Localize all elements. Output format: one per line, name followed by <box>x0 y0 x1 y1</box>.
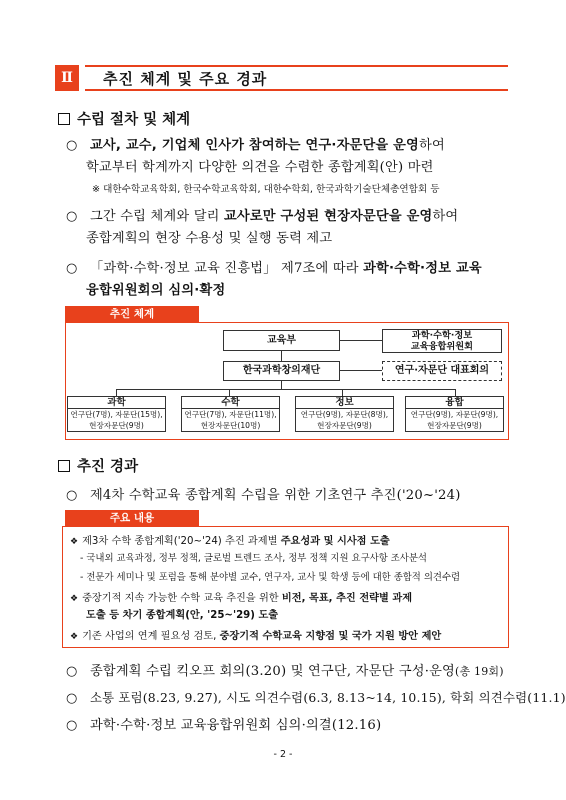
section-rule-bottom <box>85 89 508 91</box>
org-group-convergence: 융합 연구단(9명), 자문단(9명), 현장자문단(9명) <box>405 396 504 432</box>
key-content-line-2b: 도출 등 차기 종합계획(안, '25~'29) 도출 <box>86 610 279 621</box>
connector-ministry-committee <box>340 340 382 341</box>
org-council: 연구·자문단 대표회의 <box>382 361 502 381</box>
connector-group-2 <box>229 389 230 396</box>
org-group-science: 과학 연구단(7명), 자문단(15명), 현장자문단(9명) <box>67 396 166 432</box>
key-content-line-3: ❖ 기존 사업의 연계 필요성 검토, 중장기적 수학교육 지향점 및 국가 지원 방안 제안 <box>70 631 442 642</box>
section-number: Ⅱ <box>55 65 79 91</box>
circle-bullet-icon: ○ <box>66 718 78 733</box>
key-content-sub-1: - 국내외 교육과정, 정부 정책, 글로벌 트렌드 조사, 정부 정책 지원 요구사항 조사분석 <box>80 553 427 564</box>
bullet-2-line-1: ○ 그간 수립 체계와 달리 교사로만 구성된 현장자문단을 운영하여 <box>66 209 459 224</box>
key-content-sub-2: - 전문가 세미나 및 포럼을 통해 분야별 교수, 연구자, 교사 및 학생 등에 대한 종합적 의견수렴 <box>80 572 461 583</box>
section-title: 추진 체계 및 주요 경과 <box>103 70 268 88</box>
org-chart-tab: 추진 체계 <box>65 306 199 323</box>
org-committee: 과학·수학·정보 교육융합위원회 <box>382 329 502 353</box>
connector-foundation-groups <box>281 380 282 389</box>
circle-bullet-icon: ○ <box>66 488 78 503</box>
diamond-bullet-icon: ❖ <box>70 594 79 604</box>
bullet-2-line-2: 종합계획의 현장 수용성 및 실행 동력 제고 <box>86 231 333 246</box>
bullet-3-bold-1: 과학·수학·정보 교육 <box>363 261 482 276</box>
org-foundation: 한국과학창의재단 <box>223 361 340 381</box>
key-content-line-1: ❖ 제3차 수학 종합계획('20~'24) 추진 과제별 주요성과 및 시사점 도출 <box>70 536 390 547</box>
progress-item-4: ○ 과학·수학·정보 교육융합위원회 심의·의결(12.16) <box>66 718 382 733</box>
connector-foundation-council <box>340 370 382 371</box>
subsection-heading-progress: 추진 경과 <box>58 455 138 476</box>
diamond-bullet-icon: ❖ <box>70 632 79 642</box>
bullet-2-bold: 교사로만 구성된 현장자문단을 운영 <box>223 209 433 224</box>
progress-item-2: ○ 종합계획 수립 킥오프 회의(3.20) 및 연구단, 자문단 구성·운영(총 19회) <box>66 664 504 679</box>
key-content-line-2: ❖ 중장기적 지속 가능한 수학 교육 추진을 위한 비전, 목표, 추진 전략별 과제 <box>70 593 413 604</box>
connector-group-3 <box>342 389 343 396</box>
square-icon <box>58 113 70 125</box>
bullet-1-note: ※ 대한수학교육학회, 한국수학교육학회, 대한수학회, 한국과학기술단체총연합회 등 <box>92 184 440 195</box>
progress-item-3: ○ 소통 포럼(8.23, 9.27), 시도 의견수렴(6.3, 8.13~14, 10.15), 학회 의견수렴(11.1) <box>66 690 566 706</box>
circle-bullet-icon: ○ <box>66 261 78 276</box>
key-content-tab: 주요 내용 <box>65 510 199 527</box>
progress-item-1: ○ 제4차 수학교육 종합계획 수립을 위한 기초연구 추진('20~'24) <box>66 488 461 503</box>
bullet-1-line-1: ○ 교사, 교수, 기업체 인사가 참여하는 연구·자문단을 운영하여 <box>66 138 445 153</box>
bullet-3-line-2: 융합위원회의 심의·확정 <box>86 283 226 298</box>
org-group-informatics: 정보 연구단(9명), 자문단(8명), 현장자문단(9명) <box>295 396 394 432</box>
circle-bullet-icon: ○ <box>66 691 78 706</box>
subsection-heading-procedure: 수립 절차 및 체계 <box>58 108 190 129</box>
circle-bullet-icon: ○ <box>66 209 78 224</box>
bullet-1-line-2: 학교부터 학계까지 다양한 의견을 수렴한 종합계획(안) 마련 <box>86 160 434 175</box>
bullet-1-bold: 교사, 교수, 기업체 인사가 참여하는 연구·자문단을 운영 <box>89 138 419 153</box>
connector-group-1 <box>116 389 117 396</box>
circle-bullet-icon: ○ <box>66 664 78 679</box>
org-group-math: 수학 연구단(7명), 자문단(11명), 현장자문단(10명) <box>181 396 280 432</box>
circle-bullet-icon: ○ <box>66 138 78 153</box>
section-header <box>55 65 508 91</box>
page-number: - 2 - <box>273 749 293 760</box>
connector-group-4 <box>455 389 456 396</box>
diamond-bullet-icon: ❖ <box>70 537 79 547</box>
section-rule-top <box>85 65 508 67</box>
connector-groups-horizontal <box>116 389 455 390</box>
org-ministry: 교육부 <box>223 330 340 351</box>
square-icon <box>58 460 70 472</box>
bullet-3-line-1: ○ 「과학·수학·정보 교육 진흥법」 제7조에 따라 과학·수학·정보 교육 <box>66 261 482 276</box>
